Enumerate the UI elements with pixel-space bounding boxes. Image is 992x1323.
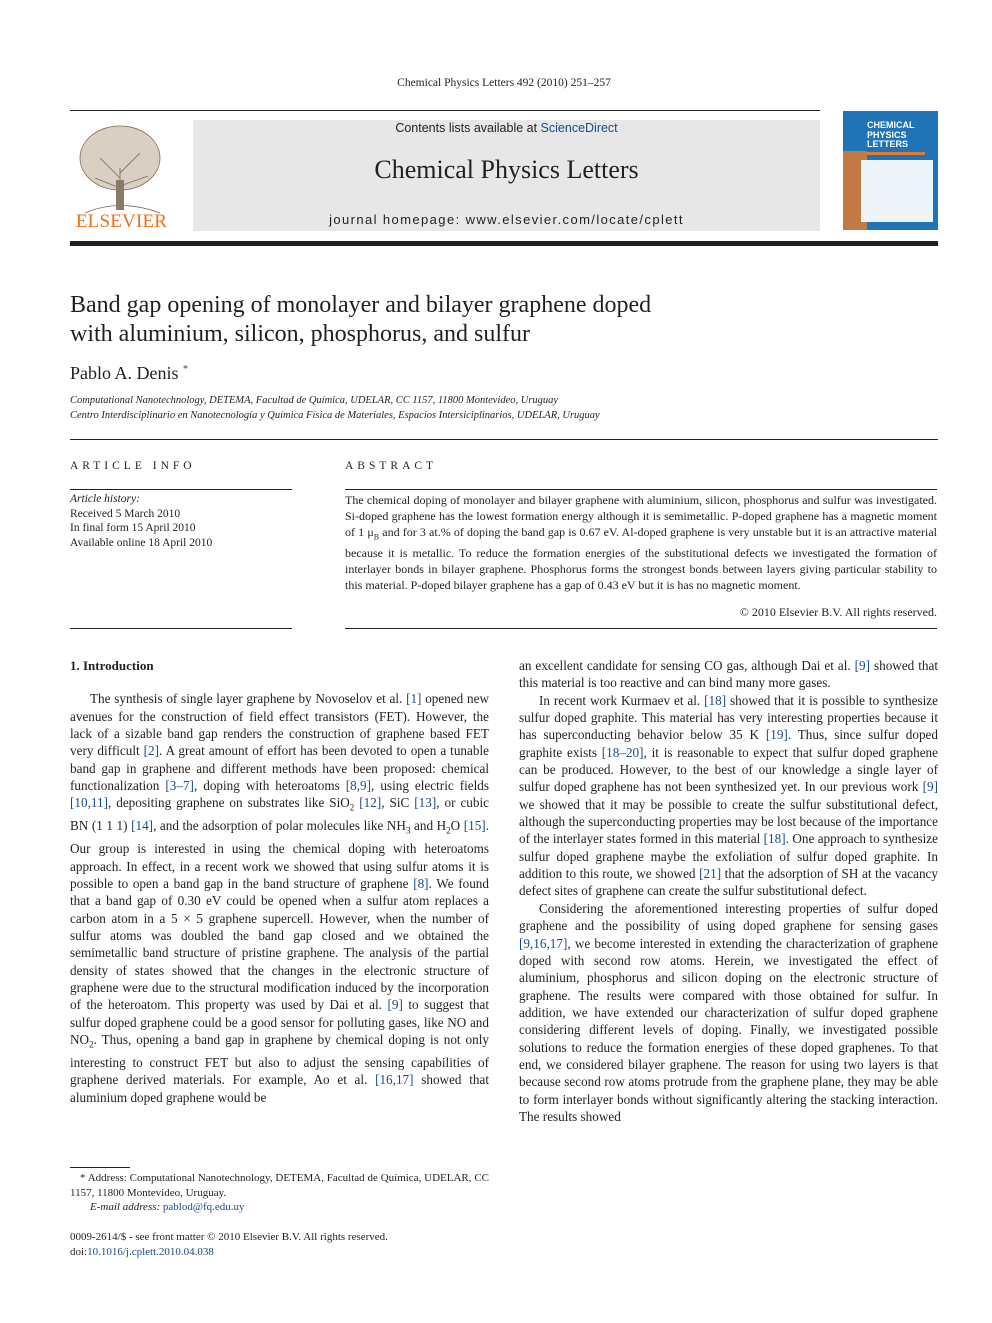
divider bbox=[345, 628, 937, 629]
citation-link[interactable]: [14] bbox=[131, 818, 154, 834]
article-history bbox=[70, 492, 212, 550]
abstract-text bbox=[345, 492, 937, 593]
journal-homepage[interactable]: journal homepage: www.elsevier.com/locate/cplett bbox=[329, 212, 684, 227]
citation-link[interactable]: [1] bbox=[406, 691, 422, 707]
footnote-rule bbox=[70, 1167, 130, 1168]
journal-title[interactable]: Chemical Physics Letters bbox=[374, 155, 639, 184]
sciencedirect-link[interactable]: ScienceDirect bbox=[540, 121, 618, 135]
title-line: with aluminium, silicon, phosphorus, and sulfur bbox=[70, 321, 530, 347]
footnote-address-text: Address: Computational Nanotechnology, DETEMA, Facultad de Química, UDELAR, CC 1157, 11800 Montevideo, Uruguay. bbox=[70, 1172, 489, 1199]
section-heading: 1. Introduction bbox=[70, 658, 154, 673]
cover-figure bbox=[861, 160, 933, 222]
citation-link[interactable]: [3–7] bbox=[165, 778, 194, 794]
received-date: Received 5 March 2010 bbox=[70, 507, 181, 520]
citation-link[interactable]: [15] bbox=[463, 818, 486, 834]
divider bbox=[70, 439, 938, 440]
author-name: Pablo A. Denis bbox=[70, 363, 179, 383]
citation-link[interactable]: [18–20] bbox=[601, 744, 644, 760]
body-column-right bbox=[519, 657, 938, 1125]
cover-title-line: LETTERS bbox=[867, 139, 909, 149]
article-info-heading: ARTICLE INFO bbox=[70, 460, 196, 472]
affiliation: Centro Interdisciplinario en Nanotecnología y Química Física de Materiales, Espacios Intersiciplinarios, UDELAR, Uruguay bbox=[70, 410, 600, 421]
citation-link[interactable]: [13] bbox=[414, 795, 437, 811]
cover-title bbox=[867, 121, 915, 150]
email-link[interactable]: pablod@fq.edu.uy bbox=[162, 1201, 245, 1213]
body-paragraph: Considering the aforementioned interesting properties of sulfur doped graphene and the possibility of using doped graphene for sensing gases [9,16,17], we become interested in extending the characterization of graphene doped with second row atoms. Herein, we investigated the effect of aluminium, phosphorus and silicon doping on the electronic structure of graphene. The results were compared with those obtained for sulfur. In addition, we have extended our characterization of sulfur doped graphene considering different levels of doping. Finally, we investigated possible solutions to reduce the formation energies of these doped graphenes. To that end, we considered bilayer graphene. The reason for using two layers is that because second row atoms protrude from the graphene plane, they may be able to form interlayer bonds without significantly altering the stacking interaction. The results showed bbox=[519, 900, 938, 1124]
footnote-mark: * bbox=[80, 1172, 86, 1184]
title-line: Band gap opening of monolayer and bilayer graphene doped bbox=[70, 292, 652, 318]
citation-link[interactable]: [2] bbox=[143, 743, 160, 759]
divider bbox=[70, 628, 292, 629]
citation-link[interactable]: [19] bbox=[765, 727, 788, 743]
article-title bbox=[70, 291, 770, 349]
author-footnote-mark[interactable]: * bbox=[183, 364, 189, 375]
journal-reference: Chemical Physics Letters 492 (2010) 251–257 bbox=[397, 77, 611, 89]
issn-line: 0009-2614/$ - see front matter © 2010 Elsevier B.V. All rights reserved. bbox=[70, 1231, 388, 1243]
citation-link[interactable]: [16,17] bbox=[375, 1072, 414, 1088]
citation-link[interactable]: [18] bbox=[763, 831, 786, 847]
body-paragraph: In recent work Kurmaev et al. [18] showed that it is possible to synthesize sulfur doped graphite. This material has very interesting properties because it has superconducting behavior below 35 K [19]. Thus, since sulfur doped graphite exists [18–20], it is reasonable to expect that sulfur doped graphene can be produced. However, to the best of our knowledge a single layer of sulfur doped graphene has not been synthesized yet. In our previous work [9] we showed that it may be possible to create the sulfur substitutional defect, although the superconducting properties may be lost because of the importance of the interlayer states formed in this material [18]. One approach to synthesize sulfur doped graphene maybe the exfoliation of sulfur doped graphite. In addition to this route, we showed [21] that the adsorption of SH at the vacancy defect sites of graphene can create the sulfur substitutional defect. bbox=[519, 692, 939, 899]
cover-title-line: CHEMICAL bbox=[867, 120, 915, 130]
masthead-rule bbox=[70, 241, 938, 246]
body-paragraph: an excellent candidate for sensing CO gas, although Dai et al. [9] showed that this material is too reactive and can bind many more gases. bbox=[519, 658, 938, 691]
abstract-part: The chemical doping of monolayer and bilayer graphene with aluminium, silicon, phosphorus and sulfur was investigated. Si-doped graphene has the lowest formation energy although it is semimetallic. P-doped graphene has a magnetic moment of 1 bbox=[345, 493, 937, 539]
body-column-left bbox=[70, 657, 489, 1106]
citation-link[interactable]: [9] bbox=[854, 658, 871, 673]
doi-prefix: doi: bbox=[70, 1245, 88, 1258]
bohr-magneton: $\mu_B$ bbox=[367, 525, 380, 542]
citation-link[interactable]: [8,9] bbox=[345, 778, 372, 794]
author bbox=[70, 363, 188, 384]
footnote-address bbox=[70, 1171, 489, 1200]
cover-strip bbox=[867, 152, 925, 155]
citation-link[interactable]: [21] bbox=[699, 866, 722, 882]
footnote-email bbox=[70, 1200, 489, 1215]
citation-link[interactable]: [12] bbox=[359, 795, 382, 811]
citation-link[interactable]: [9,16,17] bbox=[519, 935, 568, 951]
doi-line bbox=[70, 1245, 388, 1260]
body-paragraph: The synthesis of single layer graphene by Novoselov et al. [1] opened new avenues for the construction of field effect transistors (FET). However, the lack of a sizable band gap renders the construction of graphene based FET very difficult [2]. A great amount of effort has been devoted to open a tunable band gap in graphene and different methods have been proposed: chemical functionalization [3–7], doping with heteroatoms [8,9], using electric fields [10,11], depositing graphene on substrates like SiO$_2$ [12], SiC [13], or cubic BN (1 1 1) [14], and the adsorption of polar molecules like $NH_3$ and $H_2O$ [15]. Our group is interested in using the chemical doping with heteroatoms approach. In effect, in a recent work we showed that using sulfur atoms it is possible to open a band gap in the band structure of graphene [8]. We found that a band gap of 0.30 eV could be opened when a sulfur atom replaces a carbon atom in a 5 × 5 graphene supercell. However, when the number of sulfur atoms was doubled the band gap closed and we obtained the semimetallic band structure of pristine graphene. The analysis of the partial density of states showed that the changes in the electronic structure of graphene were due to the structural modification induced by the incorporation of the heteroatom. This property was used by Dai et al. [9] to suggest that sulfur doped graphene could be a good sensor for polluting gases, like NO and $NO_2$. Thus, opening a band gap in graphene by chemical doping is not only interesting to construct FET but also to adjust the sensing capabilities of graphene derived materials. For example, Ao et al. [16,17] showed that aluminium doped graphene would be bbox=[70, 691, 490, 1105]
citation-link[interactable]: [9] bbox=[922, 779, 938, 795]
citation-link[interactable]: [8] bbox=[413, 876, 429, 892]
online-date: Available online 18 April 2010 bbox=[70, 536, 213, 549]
email-label: E-mail address: bbox=[90, 1201, 161, 1213]
citation-link[interactable]: [18] bbox=[704, 692, 727, 708]
copyright: © 2010 Elsevier B.V. All rights reserved. bbox=[739, 605, 937, 619]
footnote bbox=[70, 1171, 489, 1215]
contents-line bbox=[193, 121, 820, 135]
citation-link[interactable]: [10,11] bbox=[70, 795, 108, 811]
cover-title-line: PHYSICS bbox=[867, 129, 907, 140]
affiliation: Computational Nanotechnology, DETEMA, Facultad de Química, UDELAR, CC 1157, 11800 Montevideo, Uruguay bbox=[70, 395, 559, 406]
abstract-heading: ABSTRACT bbox=[345, 460, 438, 472]
elsevier-wordmark[interactable]: ELSEVIER bbox=[75, 211, 168, 232]
citation-link[interactable]: [9] bbox=[387, 997, 403, 1013]
abstract-part: and for 3 at.% of doping the band gap is 0.67 eV. Al-doped graphene is very unstable but it is an attractive material because it is metallic. To reduce the formation energies of the substitutional defects we investigated the formation of interlayer bonds in bilayer graphene. Phosphorus forms the strongest bonds between layers giving particular stability to this material. P-doped bilayer graphene has a gap of 0.43 eV but it is has no magnetic moment. bbox=[345, 525, 937, 593]
header-rule bbox=[70, 110, 820, 111]
revised-date: In final form 15 April 2010 bbox=[70, 522, 196, 534]
contents-prefix: Contents lists available at bbox=[395, 121, 541, 135]
journal-cover-image[interactable] bbox=[843, 111, 938, 230]
divider bbox=[70, 489, 292, 490]
divider bbox=[345, 489, 937, 490]
history-label: Article history: bbox=[70, 493, 140, 505]
doi-link[interactable]: 10.1016/j.cplett.2010.04.038 bbox=[87, 1245, 214, 1258]
issn-block bbox=[70, 1230, 388, 1259]
